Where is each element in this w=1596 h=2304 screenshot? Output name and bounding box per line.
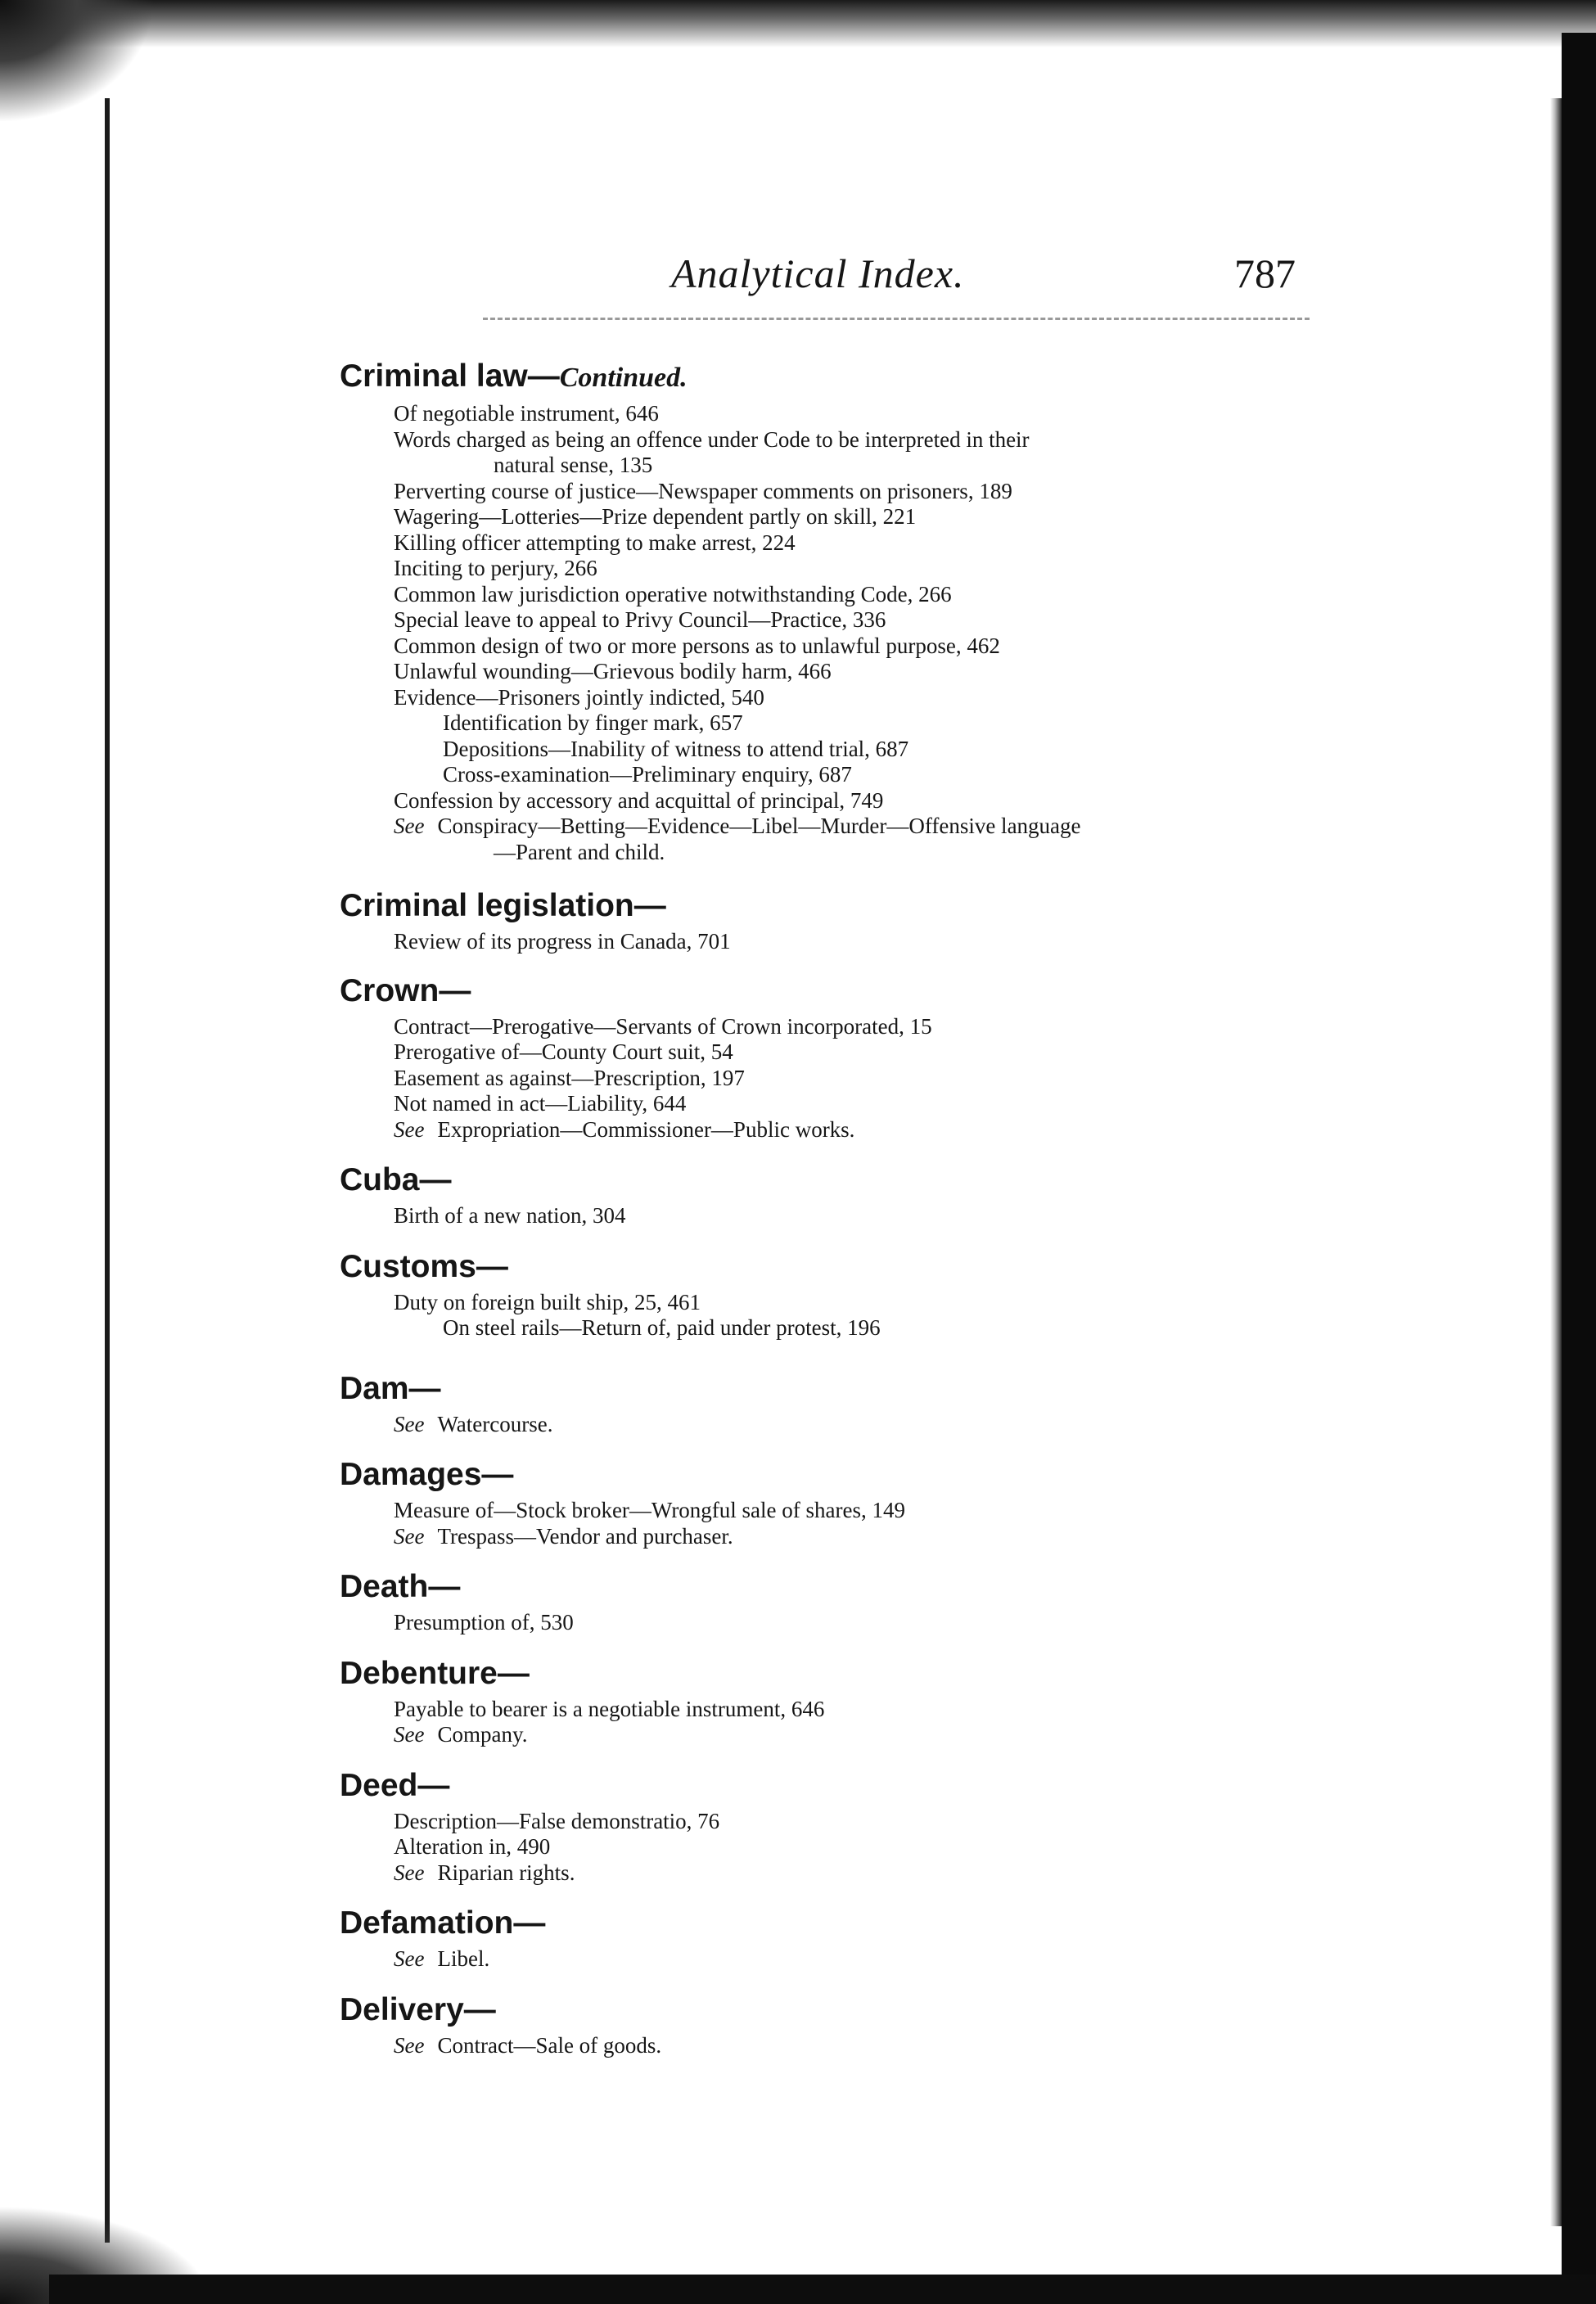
see-label: See	[394, 1411, 425, 1436]
see-reference	[340, 1946, 1338, 1973]
subentry-text: On steel rails—Return of, paid under protest, 196	[443, 1315, 881, 1340]
index-column	[340, 357, 1338, 2058]
index-entry	[340, 1904, 1338, 1973]
index-heading-text: Cuba—	[340, 1162, 452, 1197]
index-heading	[340, 1766, 1338, 1806]
subentry-text: Review of its progress in Canada, 701	[394, 929, 731, 954]
subentry-text: Common law jurisdiction operative notwithstanding Code, 266	[394, 581, 952, 606]
subentry-text: Not named in act—Liability, 644	[394, 1091, 687, 1116]
index-heading	[340, 1247, 1338, 1287]
continued-label: Continued.	[559, 363, 688, 393]
index-subentry	[340, 582, 1338, 608]
see-reference	[340, 814, 1338, 840]
index-heading-text: Death—	[340, 1569, 461, 1604]
subentry-text: Expropriation—Commissioner—Public works.	[437, 1116, 855, 1142]
subentry-text: Special leave to appeal to Privy Council—Practice, 336	[394, 607, 886, 632]
subentry-text: Watercourse.	[437, 1411, 553, 1436]
index-subentry	[340, 1498, 1338, 1524]
subentry-text: Riparian rights.	[437, 1860, 575, 1885]
index-subentry	[340, 1290, 1338, 1316]
index-entry	[340, 1369, 1338, 1438]
subentry-text: Payable to bearer is a negotiable instrument, 646	[394, 1696, 825, 1721]
see-label: See	[394, 2032, 425, 2058]
index-heading-text: Deed—	[340, 1767, 450, 1803]
see-reference	[340, 1117, 1338, 1143]
index-subentry	[340, 1697, 1338, 1723]
index-heading	[340, 886, 1338, 926]
subentry-text: Measure of—Stock broker—Wrongful sale of shares, 149	[394, 1498, 905, 1522]
index-entry	[340, 357, 1338, 865]
scan-right-edge	[1562, 33, 1596, 2304]
subentry-text: Of negotiable instrument, 646	[394, 401, 659, 426]
index-subentry	[340, 479, 1338, 505]
index-subentry	[340, 1834, 1338, 1860]
index-heading-text: Dam—	[340, 1370, 441, 1406]
subentry-text: Trespass—Vendor and purchaser.	[437, 1523, 733, 1549]
see-reference	[340, 1524, 1338, 1550]
subentry-text: Inciting to perjury, 266	[394, 556, 597, 580]
index-entry	[340, 886, 1338, 955]
scan-corner-shadow	[0, 0, 156, 123]
index-entry	[340, 1991, 1338, 2059]
subentry-text: Depositions—Inability of witness to attend trial, 687	[443, 736, 909, 761]
scan-bottom-edge	[49, 2275, 1596, 2304]
index-subentry	[340, 659, 1338, 685]
index-heading-text: Criminal legislation—	[340, 888, 666, 923]
index-heading	[340, 1567, 1338, 1607]
subentry-text: Presumption of, 530	[394, 1610, 574, 1634]
subentry-text: Company.	[437, 1722, 528, 1747]
index-subentry	[340, 1091, 1338, 1117]
subentry-text: Birth of a new nation, 304	[394, 1203, 626, 1228]
index-heading	[340, 972, 1338, 1011]
see-label: See	[394, 1860, 425, 1885]
see-reference	[340, 1412, 1338, 1438]
see-label: See	[394, 814, 425, 838]
page-number: 787	[1234, 250, 1296, 296]
index-subentry	[340, 1039, 1338, 1066]
see-reference	[340, 1722, 1338, 1748]
scan-top-edge	[0, 0, 1596, 47]
subentry-text: Alteration in, 490	[394, 1834, 551, 1859]
index-subentry	[340, 1809, 1338, 1835]
subentry-text: Common design of two or more persons as to unlawful purpose, 462	[394, 633, 1000, 658]
index-heading	[340, 1991, 1338, 2030]
see-label: See	[394, 1946, 425, 1971]
index-subentry	[340, 530, 1338, 557]
index-subentry	[340, 504, 1338, 530]
subentry-text: —Parent and child.	[494, 839, 665, 864]
see-label: See	[394, 1116, 425, 1142]
subentry-text: Contract—Prerogative—Servants of Crown incorporated, 15	[394, 1013, 932, 1039]
subentry-text: Description—False demonstratio, 76	[394, 1808, 720, 1833]
index-subentry	[340, 427, 1338, 453]
index-subentry	[340, 710, 1338, 737]
index-entry	[340, 1766, 1338, 1887]
index-subentry	[340, 737, 1338, 763]
subentry-text: Evidence—Prisoners jointly indicted, 540	[394, 684, 764, 710]
subentry-text: natural sense, 135	[494, 453, 653, 477]
scan-right-shadow	[1550, 98, 1562, 2226]
index-subentry	[340, 1203, 1338, 1229]
header-rule	[483, 318, 1310, 320]
index-subentry	[340, 788, 1338, 814]
index-heading-text: Damages—	[340, 1457, 514, 1492]
subentry-text: Cross-examination—Preliminary enquiry, 687	[443, 762, 852, 787]
running-head: Analytical Index.	[671, 250, 965, 296]
index-entry	[340, 1654, 1338, 1748]
see-label: See	[394, 1523, 425, 1549]
see-label: See	[394, 1722, 425, 1747]
index-subentry	[340, 607, 1338, 633]
index-subentry	[340, 1315, 1338, 1341]
index-subentry	[340, 1610, 1338, 1636]
index-subentry	[340, 1014, 1338, 1040]
subentry-text: Conspiracy—Betting—Evidence—Libel—Murder—Offensive language	[437, 814, 1081, 838]
index-entry	[340, 1161, 1338, 1229]
subentry-text: Perverting course of justice—Newspaper comments on prisoners, 189	[394, 478, 1012, 503]
subentry-text: Wagering—Lotteries—Prize dependent partly on skill, 221	[394, 504, 917, 529]
subentry-text: Killing officer attempting to make arrest, 224	[394, 530, 796, 555]
index-subentry	[340, 685, 1338, 711]
index-heading	[340, 1369, 1338, 1409]
index-entry	[340, 1247, 1338, 1341]
index-heading	[340, 1455, 1338, 1495]
see-reference	[340, 2033, 1338, 2059]
subentry-text: Confession by accessory and acquittal of principal, 749	[394, 787, 884, 813]
index-entry	[340, 1455, 1338, 1549]
subentry-text: Easement as against—Prescription, 197	[394, 1065, 745, 1090]
index-heading	[340, 1654, 1338, 1693]
subentry-text: Words charged as being an offence under Code to be interpreted in their	[394, 426, 1030, 452]
index-subentry	[340, 556, 1338, 582]
index-heading-text: Debenture—	[340, 1655, 530, 1691]
index-heading-text: Customs—	[340, 1248, 508, 1284]
subentry-text: Duty on foreign built ship, 25, 461	[394, 1289, 701, 1314]
index-subentry	[340, 453, 1338, 479]
subentry-text: Identification by finger mark, 657	[443, 710, 743, 735]
index-heading	[340, 1904, 1338, 1943]
index-heading	[340, 1161, 1338, 1200]
see-reference	[340, 1860, 1338, 1887]
index-subentry	[340, 1066, 1338, 1092]
index-heading-text: Delivery—	[340, 1991, 496, 2027]
scan-left-edge	[105, 98, 110, 2243]
index-heading-text: Defamation—	[340, 1905, 546, 1941]
index-entry	[340, 972, 1338, 1143]
subentry-text: Unlawful wounding—Grievous bodily harm, 466	[394, 659, 832, 683]
subentry-text: Contract—Sale of goods.	[437, 2032, 662, 2058]
subentry-text: Prerogative of—County Court suit, 54	[394, 1039, 733, 1064]
index-subentry	[340, 401, 1338, 427]
index-subentry	[340, 633, 1338, 660]
index-heading-text: Criminal law—	[340, 358, 560, 394]
index-heading	[340, 357, 1338, 398]
index-subentry	[340, 840, 1338, 866]
index-heading-text: Crown—	[340, 972, 471, 1008]
index-entry	[340, 1567, 1338, 1636]
index-subentry	[340, 929, 1338, 955]
subentry-text: Libel.	[437, 1946, 490, 1971]
index-subentry	[340, 762, 1338, 788]
